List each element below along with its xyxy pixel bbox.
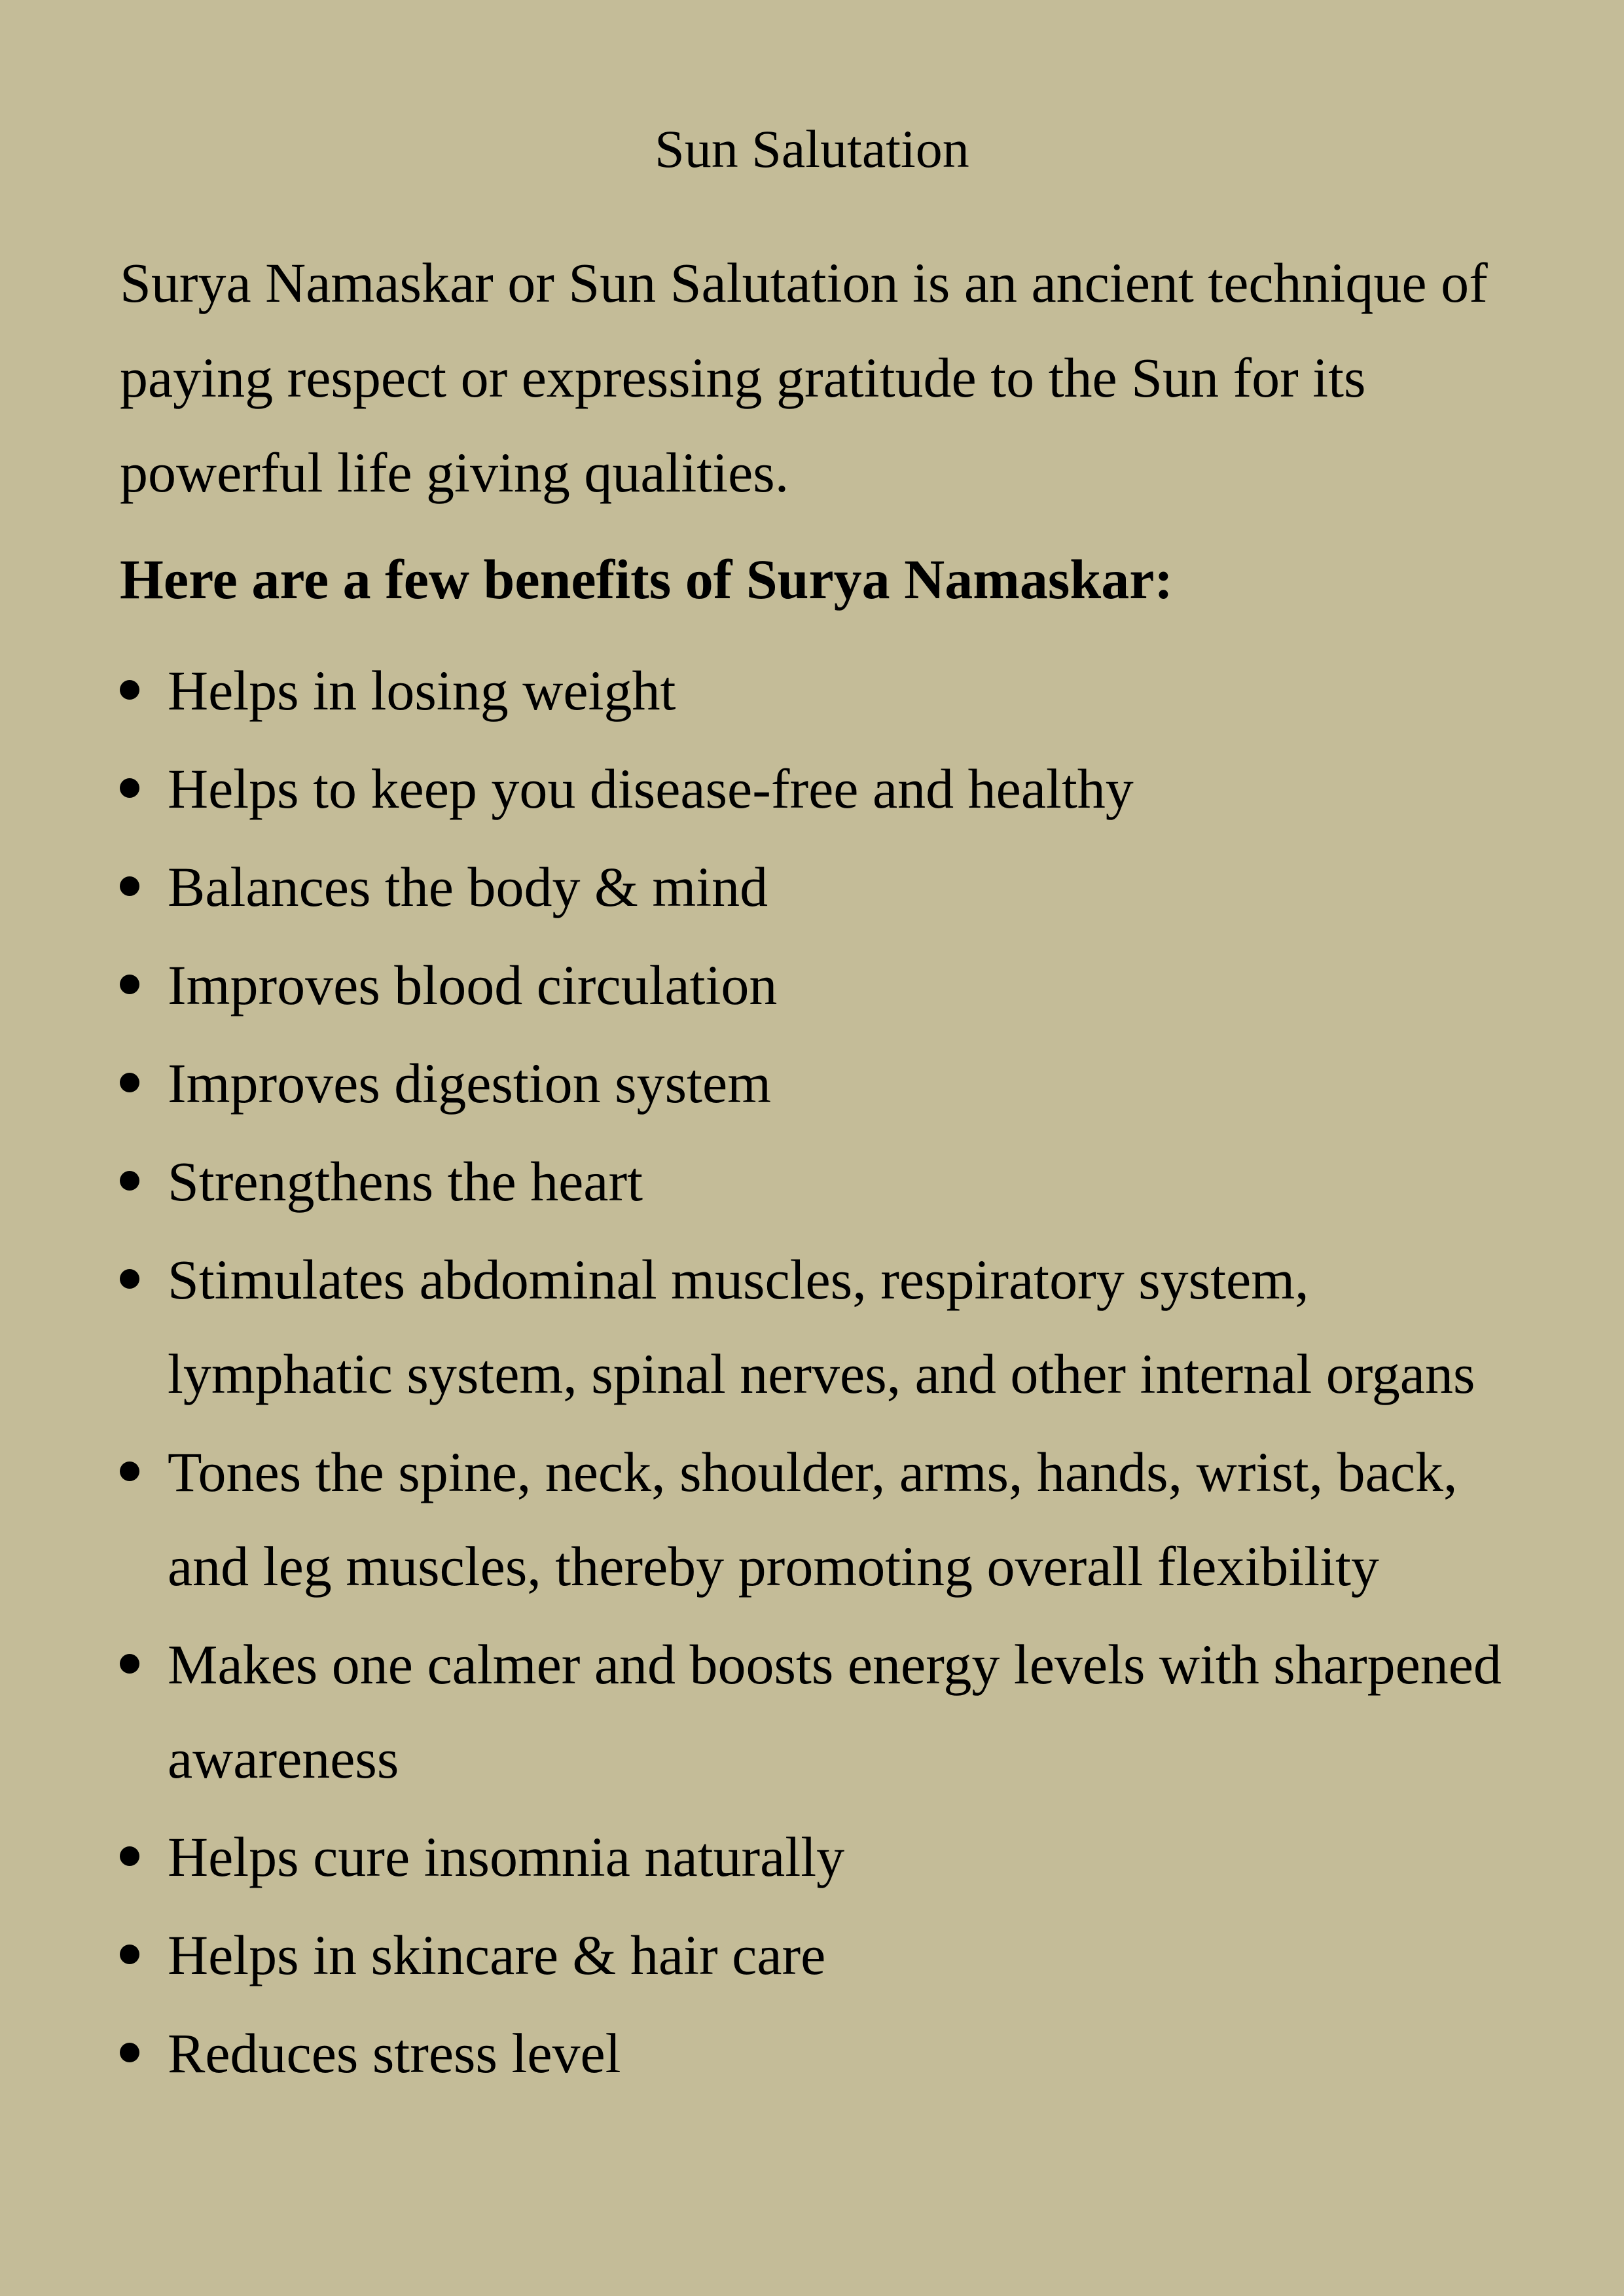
bullet-dot-icon — [120, 2043, 139, 2062]
benefit-text: Makes one calmer and boosts energy levels with sharpened awareness — [168, 1633, 1502, 1790]
bullet-dot-icon — [120, 680, 139, 700]
benefit-text: Helps in skincare & hair care — [168, 1924, 826, 1986]
bullet-dot-icon — [120, 876, 139, 896]
benefit-text: Helps to keep you disease-free and healthy — [168, 757, 1134, 820]
intro-paragraph: Surya Namaskar or Sun Salutation is an ancient technique of paying respect or expressing gratitude to the Sun for its powerful life giving qualities. — [120, 251, 1488, 504]
list-item — [120, 1617, 1514, 1806]
list-item — [120, 938, 1514, 1032]
benefit-text: Reduces stress level — [168, 2022, 621, 2085]
bullet-dot-icon — [120, 1269, 139, 1289]
benefits-list — [120, 643, 1514, 2104]
list-item — [120, 742, 1514, 836]
bullet-dot-icon — [120, 1945, 139, 1964]
list-item — [120, 1908, 1514, 2002]
list-item — [120, 840, 1514, 934]
bullet-dot-icon — [120, 1462, 139, 1481]
bullet-dot-icon — [120, 778, 139, 798]
list-item — [120, 1036, 1514, 1130]
benefit-text: Helps cure insomnia naturally — [168, 1825, 845, 1888]
list-item — [120, 1232, 1514, 1421]
benefit-text: Tones the spine, neck, shoulder, arms, hands, wrist, back, and leg muscles, thereby promoting overall flexibility — [168, 1441, 1458, 1598]
benefit-text: Strengthens the heart — [168, 1150, 643, 1213]
bullet-dot-icon — [120, 1846, 139, 1866]
bullet-dot-icon — [120, 1654, 139, 1674]
list-item — [120, 1810, 1514, 1904]
benefits-heading: Here are a few benefits of Surya Namaskar: — [120, 548, 1174, 611]
list-item — [120, 2006, 1514, 2100]
benefit-text: Helps in losing weight — [168, 659, 676, 722]
list-item — [120, 1425, 1514, 1613]
benefit-text: Improves blood circulation — [168, 954, 778, 1016]
bullet-dot-icon — [120, 975, 139, 994]
page-title: Sun Salutation — [655, 119, 969, 179]
benefit-text: Balances the body & mind — [168, 855, 768, 918]
bullet-dot-icon — [120, 1171, 139, 1191]
list-item — [120, 1134, 1514, 1229]
bullet-dot-icon — [120, 1073, 139, 1092]
benefit-text: Improves digestion system — [168, 1052, 772, 1115]
list-item — [120, 643, 1514, 738]
benefit-text: Stimulates abdominal muscles, respiratory system, lymphatic system, spinal nerves, and other internal organs — [168, 1248, 1475, 1405]
